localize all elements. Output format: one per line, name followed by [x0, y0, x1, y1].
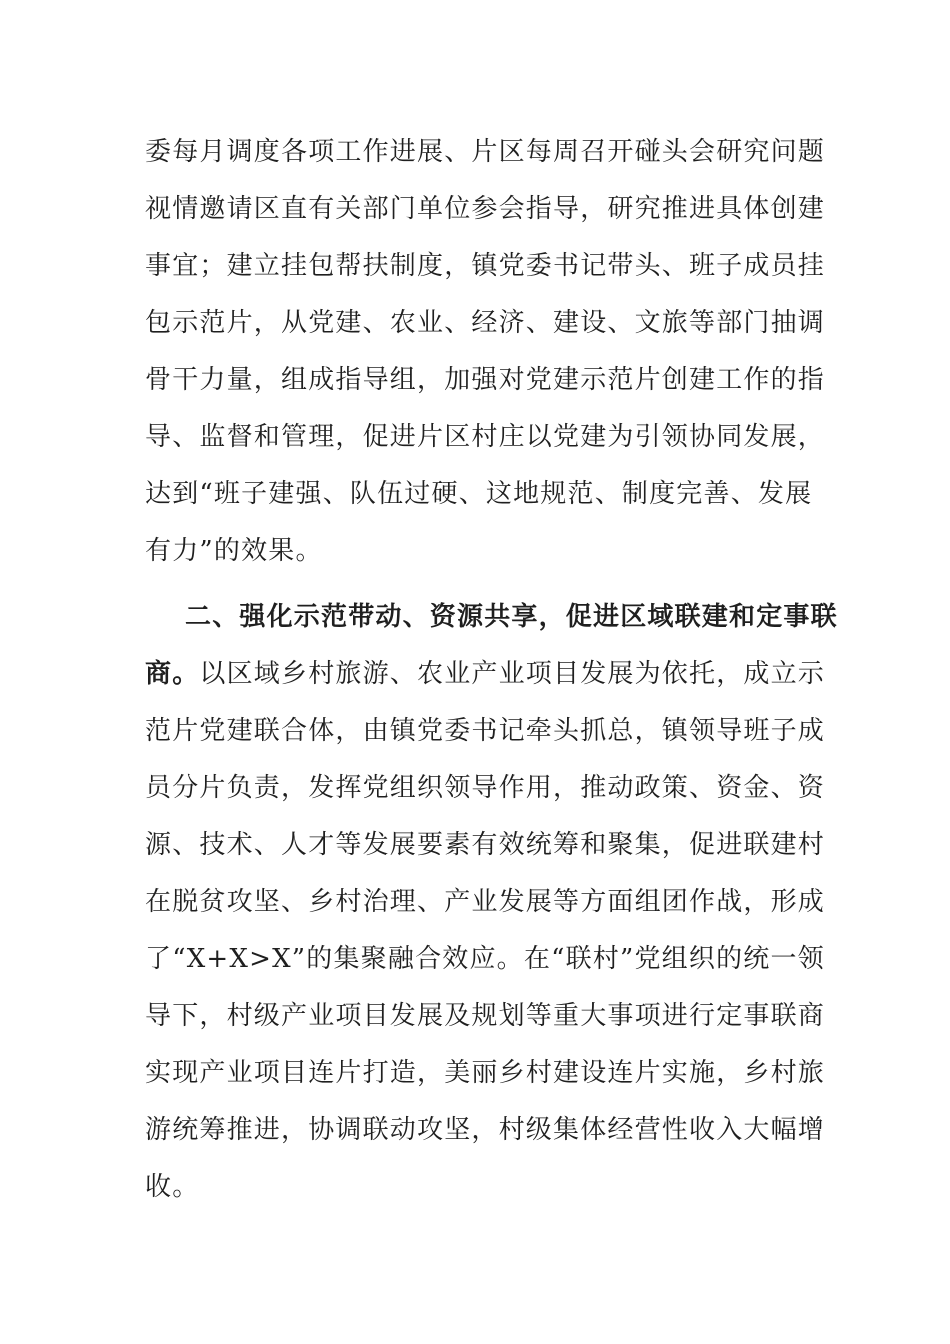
paragraph-1-line: 事宜；建立挂包帮扶制度，镇党委书记带头、班子成员挂	[145, 251, 826, 281]
paragraph-2-line: 源、技术、人才等发展要素有效统筹和聚集，促进联建村	[145, 830, 826, 860]
paragraph-1-line: 有力”的效果。	[145, 536, 323, 566]
paragraph-2-text: 以区域乡村旅游、农业产业项目发展为依托，成立示	[199, 659, 826, 689]
section-heading-end: 商。	[145, 659, 200, 689]
paragraph-2-line: 导下，村级产业项目发展及规划等重大事项进行定事联商	[145, 1001, 826, 1031]
section-heading: 二、强化示范带动、资源共享，促进区域联建和定事联	[185, 602, 838, 632]
paragraph-2-line: 员分片负责，发挥党组织领导作用，推动政策、资金、资	[145, 773, 826, 803]
paragraph-1-line: 骨干力量，组成指导组，加强对党建示范片创建工作的指	[145, 365, 826, 395]
paragraph-2-line: 了“X+X>X”的集聚融合效应。在“联村”党组织的统一领	[145, 944, 825, 974]
paragraph-2-line	[145, 646, 826, 703]
paragraph-2-line: 范片党建联合体，由镇党委书记牵头抓总，镇领导班子成	[145, 716, 826, 746]
paragraph-2-line: 在脱贫攻坚、乡村治理、产业发展等方面组团作战，形成	[145, 887, 826, 917]
paragraph-1-line: 委每月调度各项工作进展、片区每周召开碰头会研究问题	[145, 137, 826, 167]
paragraph-1-line: 达到“班子建强、队伍过硬、这地规范、制度完善、发展	[145, 479, 813, 509]
paragraph-1	[145, 124, 826, 580]
paragraph-1-line: 视情邀请区直有关部门单位参会指导，研究推进具体创建	[145, 194, 826, 224]
paragraph-2-line: 收。	[145, 1172, 200, 1202]
paragraph-2	[145, 589, 838, 1216]
paragraph-1-line: 导、监督和管理，促进片区村庄以党建为引领协同发展，	[145, 422, 826, 452]
paragraph-1-line: 包示范片，从党建、农业、经济、建设、文旅等部门抽调	[145, 308, 826, 338]
paragraph-2-line: 游统筹推进，协调联动攻坚，村级集体经营性收入大幅增	[145, 1115, 826, 1145]
paragraph-2-line: 实现产业项目连片打造，美丽乡村建设连片实施，乡村旅	[145, 1058, 826, 1088]
